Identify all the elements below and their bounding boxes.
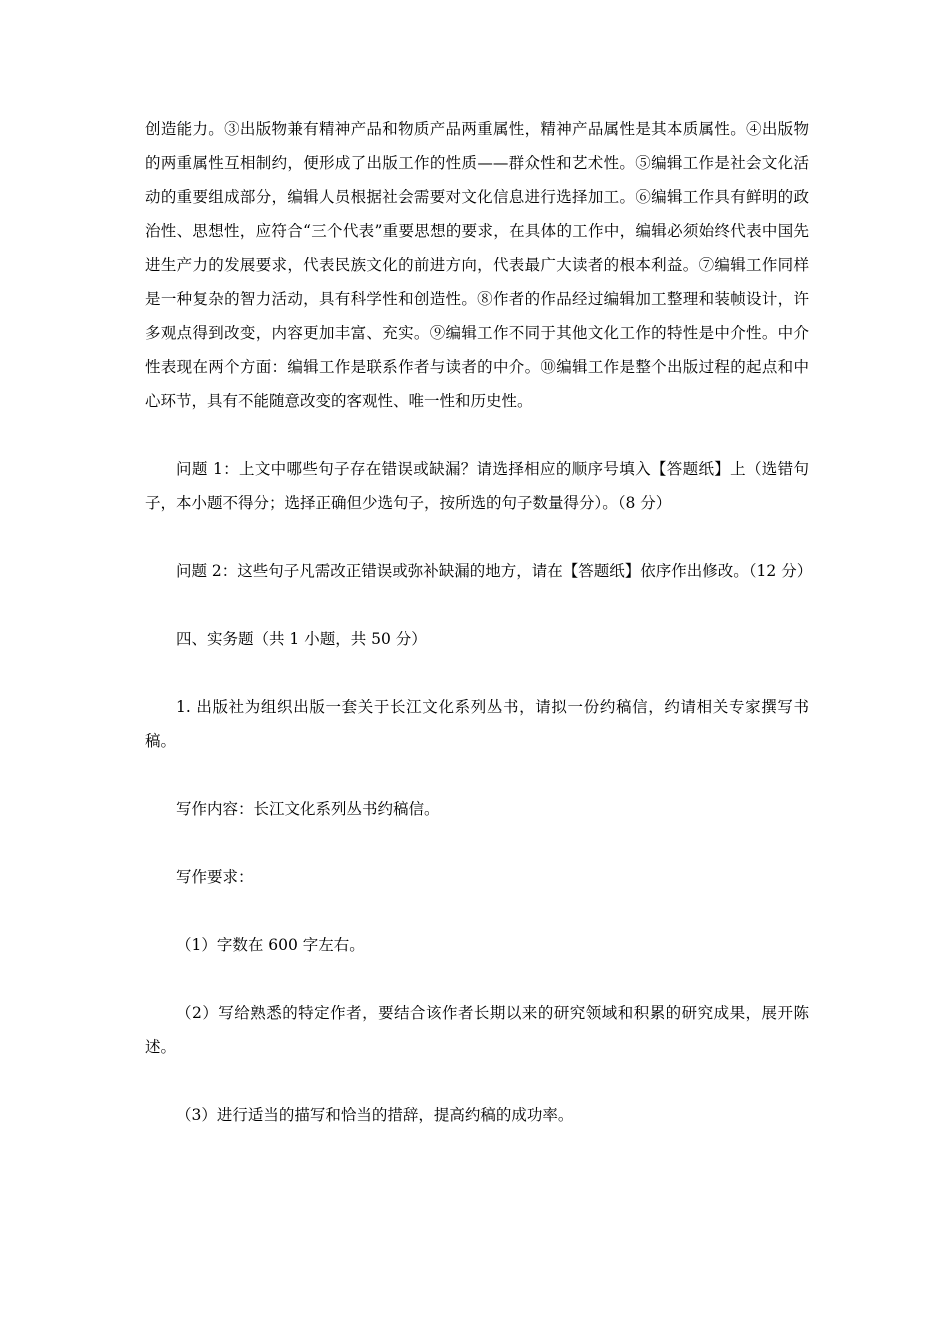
requirement-2: （2）写给熟悉的特定作者，要结合该作者长期以来的研究领域和积累的研究成果，展开陈述。 xyxy=(145,1004,809,1056)
task-1: 1. 出版社为组织出版一套关于长江文化系列丛书，请拟一份约稿信，约请相关专家撰写书稿。 xyxy=(145,698,809,750)
question-1: 问题 1：上文中哪些句子存在错误或缺漏？请选择相应的顺序号填入【答题纸】上（选错句子，本小题不得分；选择正确但少选句子，按所选的句子数量得分）。（8 分） xyxy=(145,460,809,512)
section-4-heading: 四、实务题（共 1 小题，共 50 分） xyxy=(176,630,427,648)
writing-content: 写作内容：长江文化系列丛书约稿信。 xyxy=(176,800,440,818)
document-body xyxy=(145,112,813,1132)
requirement-1: （1）字数在 600 字左右。 xyxy=(176,936,365,954)
requirement-3: （3）进行适当的描写和恰当的措辞，提高约稿的成功率。 xyxy=(176,1106,574,1124)
main-paragraph: 创造能力。③出版物兼有精神产品和物质产品两重属性，精神产品属性是其本质属性。④出版物的两重属性互相制约，便形成了出版工作的性质——群众性和艺术性。⑤编辑工作是社会文化活动的重要组成部分，编辑人员根据社会需要对文化信息进行选择加工。⑥编辑工作具有鲜明的政治性、思想性，应符合“三个代表”重要思想的要求，在具体的工作中，编辑必须始终代表中国先进生产力的发展要求，代表民族文化的前进方向，代表最广大读者的根本利益。⑦编辑工作同样是一种复杂的智力活动，具有科学性和创造性。⑧作者的作品经过编辑加工整理和装帧设计，许多观点得到改变，内容更加丰富、充实。⑨编辑工作不同于其他文化工作的特性是中介性。中介性表现在两个方面：编辑工作是联系作者与读者的中介。⑩编辑工作是整个出版过程的起点和中心环节，具有不能随意改变的客观性、唯一性和历史性。 xyxy=(145,120,809,410)
writing-requirements-label: 写作要求： xyxy=(176,868,254,886)
question-2: 问题 2：这些句子凡需改正错误或弥补缺漏的地方，请在【答题纸】依序作出修改。（12 分） xyxy=(176,562,813,580)
